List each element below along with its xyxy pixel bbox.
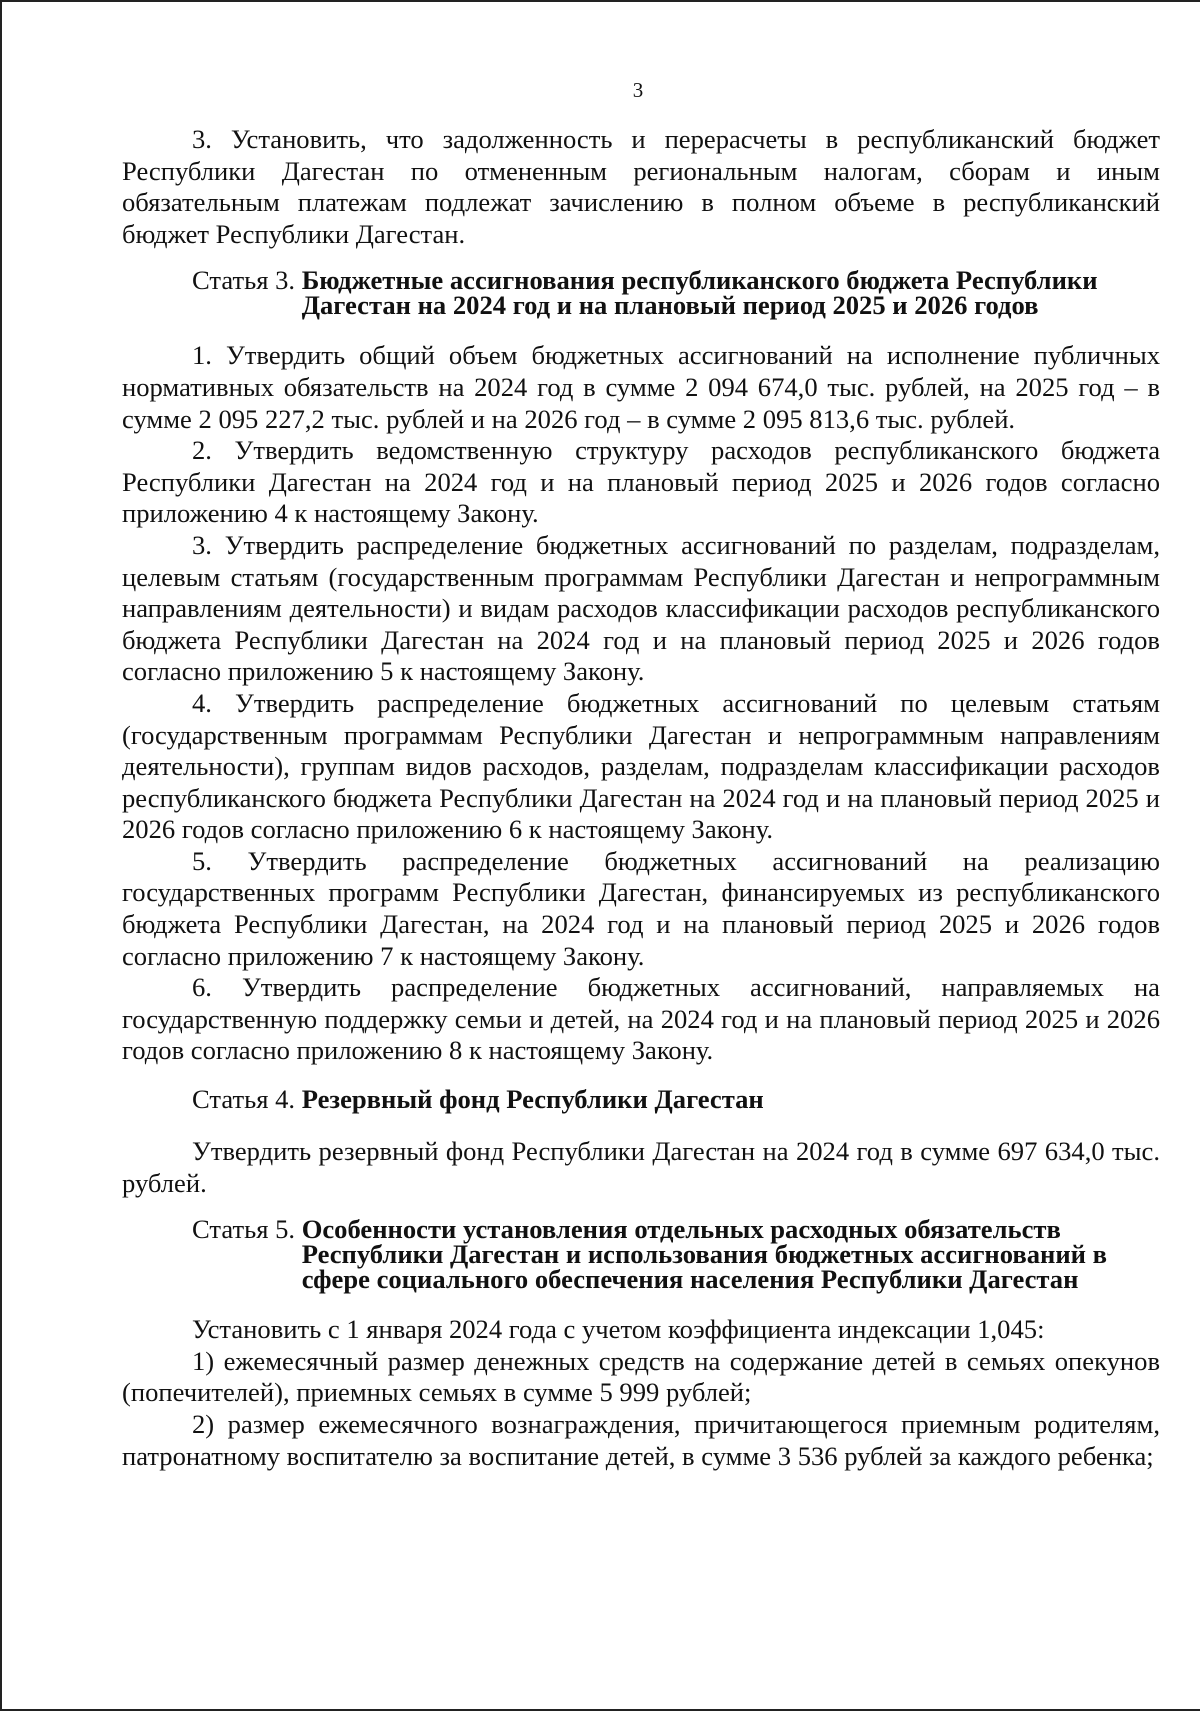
article-5-heading xyxy=(122,1214,1160,1295)
document-body xyxy=(122,124,1160,1472)
article-5-item-2: 2) размер ежемесячного вознаграждения, причитающегося приемным родителям, патронатному воспитателю за воспитание детей, в сумме 3 536 рублей за каждого ребенка; xyxy=(122,1409,1160,1471)
article-3-prefix: Статья 3. xyxy=(192,265,302,296)
article-4-text: Утвердить резервный фонд Республики Дагестан на 2024 год в сумме 697 634,0 тыс. рублей. xyxy=(122,1136,1160,1198)
article-4-title: Резервный фонд Республики Дагестан xyxy=(301,1084,764,1115)
article-3-item-4: 4. Утвердить распределение бюджетных ассигнований по целевым статьям (государственным программам Республики Дагестан и непрограммным направлениям деятельности), группам видов расходов, разделам, подразделам классификации расходов республиканского бюджета Республики Дагестан на 2024 год и на плановый период 2025 и 2026 годов согласно приложению 6 к настоящему Закону. xyxy=(122,687,1160,845)
article-5-item-1: 1) ежемесячный размер денежных средств на содержание детей в семьях опекунов (попечителей), приемных семьях в сумме 5 999 рублей; xyxy=(122,1345,1160,1408)
article-3-title: Бюджетные ассигнования республиканского бюджета Республики Дагестан на 2024 год и на плановый период 2025 и 2026 годов xyxy=(301,265,1098,321)
article-3-item-2: 2. Утвердить ведомственную структуру расходов республиканского бюджета Республики Дагестан на 2024 год и на плановый период 2025 и 2026 годов согласно приложению 4 к настоящему Закону. xyxy=(122,435,1160,529)
article-3-item-1: 1. Утвердить общий объем бюджетных ассигнований на исполнение публичных нормативных обязательств на 2024 год в сумме 2 094 674,0 тыс. рублей, на 2025 год – в сумме 2 095 227,2 тыс. рублей и на 2026 год – в сумме 2 095 813,6 тыс. рублей. xyxy=(122,340,1160,434)
paragraph-debt-recalculation: 3. Установить, что задолженность и перерасчеты в республиканский бюджет Республики Дагестан по отмененным региональным налогам, сборам и иным обязательным платежам подлежат зачислению в полном объеме в республиканский бюджет Республики Дагестан. xyxy=(122,124,1160,249)
article-3-heading xyxy=(122,265,1160,321)
article-5-title: Особенности установления отдельных расходных обязательств Республики Дагестан и использования бюджетных ассигнований в сфере социального обеспечения населения Республики Дагестан xyxy=(301,1214,1107,1295)
article-4-prefix: Статья 4. xyxy=(192,1084,302,1115)
scan-edge-top xyxy=(0,0,1200,2)
scan-edge-left xyxy=(0,0,2,1711)
article-3-item-5: 5. Утвердить распределение бюджетных ассигнований на реализацию государственных программ Республики Дагестан, финансируемых из республиканского бюджета Республики Дагестан, на 2024 год и на плановый период 2025 и 2026 годов согласно приложению 7 к настоящему Закону. xyxy=(122,845,1160,971)
article-5-prefix: Статья 5. xyxy=(192,1214,302,1245)
article-3-item-3: 3. Утвердить распределение бюджетных ассигнований по разделам, подразделам, целевым статьям (государственным программам Республики Дагестан и непрограммным направлениям деятельности) и видам расходов классификации расходов республиканского бюджета Республики Дагестан на 2024 год и на плановый период 2025 и 2026 годов согласно приложению 5 к настоящему Закону. xyxy=(122,529,1160,687)
article-3-item-6: 6. Утвердить распределение бюджетных ассигнований, направляемых на государственную поддержку семьи и детей, на 2024 год и на плановый период 2025 и 2026 годов согласно приложению 8 к настоящему Закону. xyxy=(122,972,1160,1066)
article-5-intro: Установить с 1 января 2024 года с учетом коэффициента индексации 1,045: xyxy=(192,1314,1045,1345)
page-number: 3 xyxy=(632,78,644,102)
article-4-heading xyxy=(122,1084,1160,1115)
